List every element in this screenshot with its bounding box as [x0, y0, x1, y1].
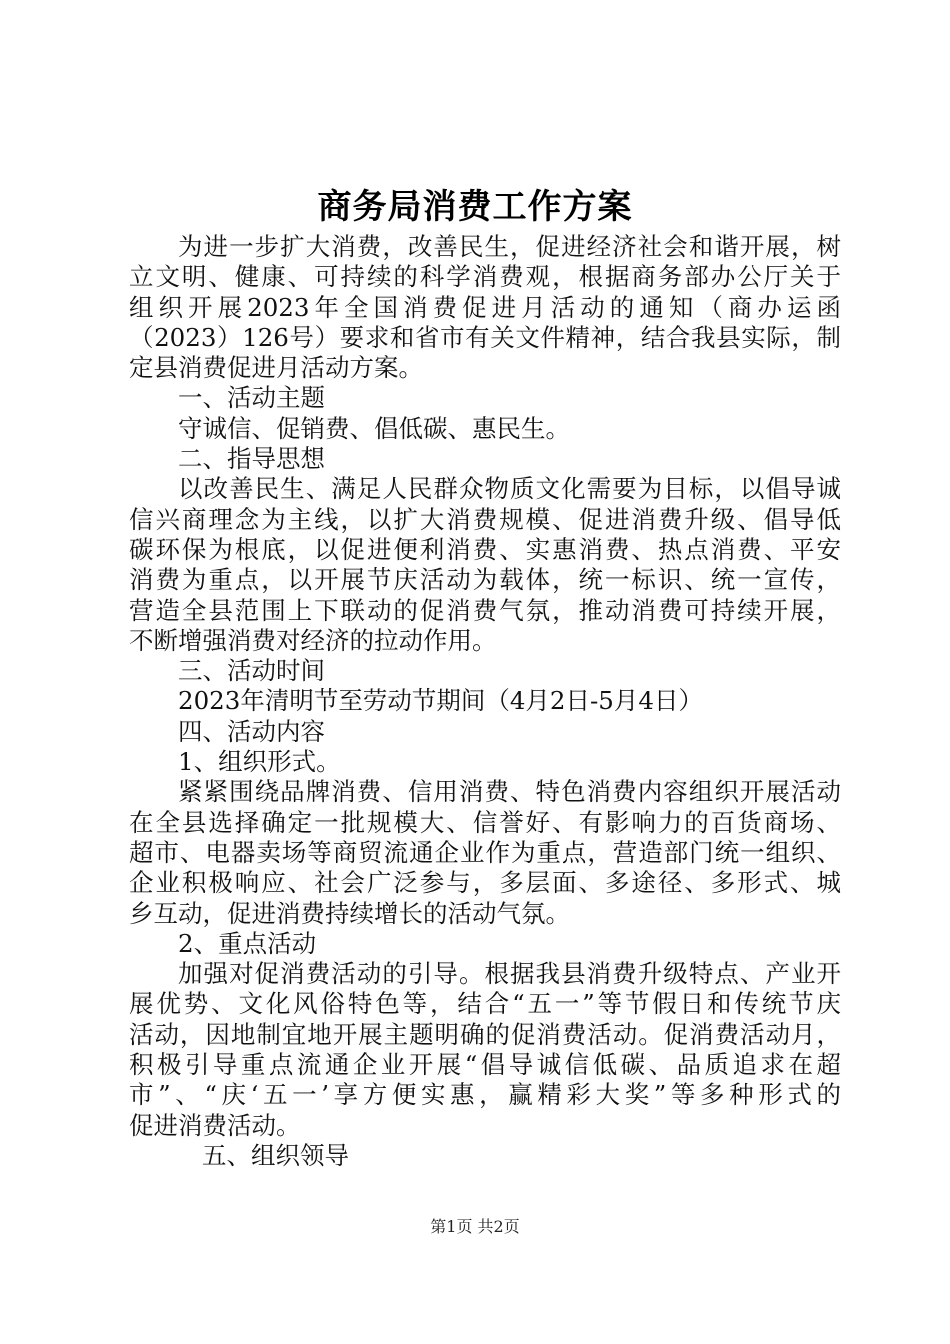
paragraph-key-line-1: 加强对促消费活动的引导。根据我县消费升级特点、产业开	[178, 959, 841, 989]
paragraph-form-line-4: 企业积极响应、社会广泛参与，多层面、多途径、多形式、城	[129, 868, 841, 898]
paragraph-key-line-6: 促进消费活动。	[129, 1110, 301, 1140]
document-body	[129, 232, 841, 1171]
paragraph-guiding-line-3: 碳环保为根底，以促进便利消费、实惠消费、热点消费、平安	[129, 534, 841, 564]
paragraph-guiding-line-5: 营造全县范围上下联动的促消费气氛，推动消费可持续开展，	[129, 595, 841, 625]
paragraph-guiding-line-4: 消费为重点，以开展节庆活动为载体，统一标识、统一宣传，	[129, 565, 841, 595]
paragraph-key-line-2: 展优势、文化风俗特色等，结合“五一”等节假日和传统节庆	[129, 989, 841, 1019]
paragraph-intro-line-2: 立文明、健康、可持续的科学消费观，根据商务部办公厅关于	[129, 262, 841, 292]
paragraph-guiding-line-2: 信兴商理念为主线，以扩大消费规模、促进消费升级、倡导低	[129, 504, 841, 534]
paragraph-guiding-line-6: 不断增强消费对经济的拉动作用。	[129, 625, 497, 655]
section-heading-guiding-thought: 二、指导思想	[178, 444, 325, 474]
paragraph-intro-line-4: （2023）126号）要求和省市有关文件精神，结合我县实际，制	[129, 322, 841, 352]
paragraph-time: 2023年清明节至劳动节期间（4月2日-5月4日）	[178, 686, 703, 716]
paragraph-key-line-3: 活动，因地制宜地开展主题明确的促消费活动。促消费活动月，	[129, 1019, 841, 1049]
paragraph-theme: 守诚信、促销费、倡低碳、惠民生。	[178, 413, 570, 443]
paragraph-guiding-line-1: 以改善民生、满足人民群众物质文化需要为目标，以倡导诚	[178, 474, 841, 504]
paragraph-key-line-4: 积极引导重点流通企业开展“倡导诚信低碳、品质追求在超	[129, 1050, 841, 1080]
paragraph-key-line-5: 市”、“庆‘五一’享方便实惠，赢精彩大奖”等多种形式的	[129, 1080, 841, 1110]
page-number-footer: 第1页 共2页	[430, 1217, 520, 1236]
subsection-heading-key-activities: 2、重点活动	[178, 928, 317, 958]
paragraph-form-line-3: 超市、电器卖场等商贸流通企业作为重点，营造部门统一组织、	[129, 837, 841, 867]
paragraph-intro-line-1: 为进一步扩大消费，改善民生，促进经济社会和谐开展，树	[178, 232, 841, 261]
paragraph-intro-line-5: 定县消费促进月活动方案。	[129, 353, 423, 383]
paragraph-form-line-1: 紧紧围绕品牌消费、信用消费、特色消费内容组织开展活动	[178, 777, 841, 807]
section-heading-organization: 五、组织领导	[202, 1140, 349, 1170]
section-heading-content: 四、活动内容	[178, 716, 325, 746]
section-heading-theme: 一、活动主题	[178, 383, 325, 413]
section-heading-time: 三、活动时间	[178, 656, 325, 686]
paragraph-form-line-2: 在全县选择确定一批规模大、信誉好、有影响力的百货商场、	[129, 807, 841, 837]
paragraph-form-line-5: 乡互动，促进消费持续增长的活动气氛。	[129, 898, 570, 928]
page-title: 商务局消费工作方案	[317, 187, 633, 227]
subsection-heading-form: 1、组织形式。	[178, 747, 341, 777]
paragraph-intro-line-3: 组织开展2023年全国消费促进月活动的通知（商办运函	[129, 292, 841, 322]
